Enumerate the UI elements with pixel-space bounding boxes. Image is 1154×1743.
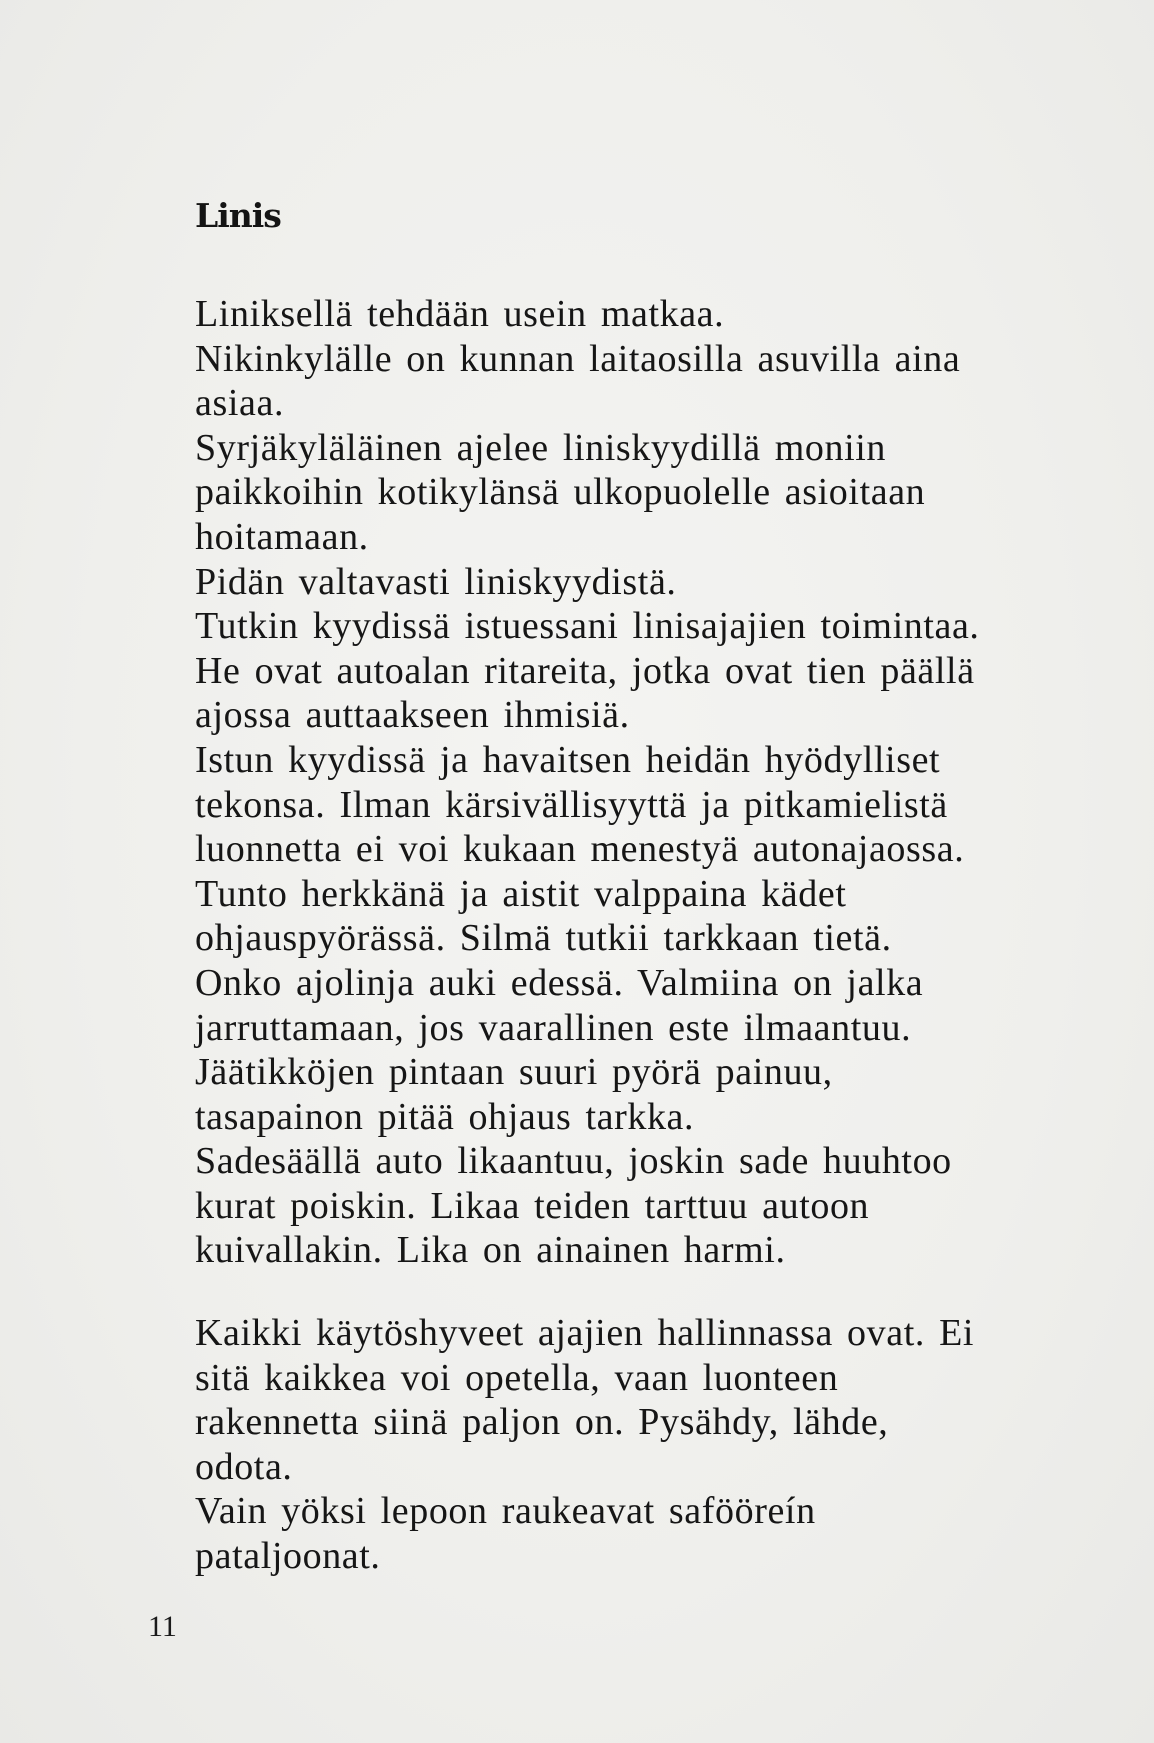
text-line: He ovat autoalan ritareita, jotka ovat tien päällä xyxy=(195,649,975,692)
text-line: kuivallakin. Lika on ainainen harmi. xyxy=(195,1229,786,1272)
text-line: tekonsa. Ilman kärsivällisyyttä ja pitkamielistä xyxy=(195,783,948,826)
text-line: rakennetta siinä paljon on. Pysähdy, lähde, xyxy=(195,1401,889,1444)
text-line: Liniksellä tehdään usein matkaa. xyxy=(195,293,725,335)
text-line: ohjauspyörässä. Silmä tutkii tarkkaan tietä. xyxy=(195,917,892,960)
text-line: odota. xyxy=(195,1445,293,1488)
chapter-title: Linis xyxy=(195,196,281,235)
text-line: Nikinkylälle on kunnan laitaosilla asuvilla aina xyxy=(195,337,961,380)
text-line: Istun kyydissä ja havaitsen heidän hyödylliset xyxy=(195,738,941,781)
text-line: jarruttamaan, jos vaarallinen este ilmaantuu. xyxy=(195,1006,912,1049)
paragraph-gap xyxy=(195,1273,1075,1311)
text-line: tasapainon pitää ohjaus tarkka. xyxy=(195,1095,695,1138)
text-line: Sadesäällä auto likaantuu, joskin sade huuhtoo xyxy=(195,1140,952,1183)
text-line: Jäätikköjen pintaan suuri pyörä painuu, xyxy=(195,1051,833,1094)
text-line: Tutkin kyydissä istuessani linisajajien toimintaa. xyxy=(195,605,980,648)
text-line: kurat poiskin. Likaa teiden tarttuu autoon xyxy=(195,1184,870,1227)
poem-body xyxy=(195,292,1075,1579)
text-line: Vain yöksi lepoon raukeavat safööreín xyxy=(195,1490,816,1533)
text-line: Syrjäkyläläinen ajelee liniskyydillä moniin xyxy=(195,426,887,469)
text-line: luonnetta ei voi kukaan menestyä autonajaossa. xyxy=(195,828,965,871)
text-line: Kaikki käytöshyveet ajajien hallinnassa ovat. Ei xyxy=(195,1312,975,1355)
text-line: sitä kaikkea voi opetella, vaan luonteen xyxy=(195,1356,839,1399)
text-line: pataljoonat. xyxy=(195,1535,381,1578)
text-line: Pidän valtavasti liniskyydistä. xyxy=(195,560,677,603)
page-number: 11 xyxy=(148,1610,177,1643)
text-line: hoitamaan. xyxy=(195,515,369,558)
text-line: paikkoihin kotikylänsä ulkopuolelle asioitaan xyxy=(195,471,926,514)
text-line: ajossa auttaakseen ihmisiä. xyxy=(195,694,630,737)
text-line: Tunto herkkänä ja aistit valppaina kädet xyxy=(195,872,847,915)
text-line: asiaa. xyxy=(195,382,285,425)
text-line: Onko ajolinja auki edessä. Valmiina on jalka xyxy=(195,961,924,1004)
